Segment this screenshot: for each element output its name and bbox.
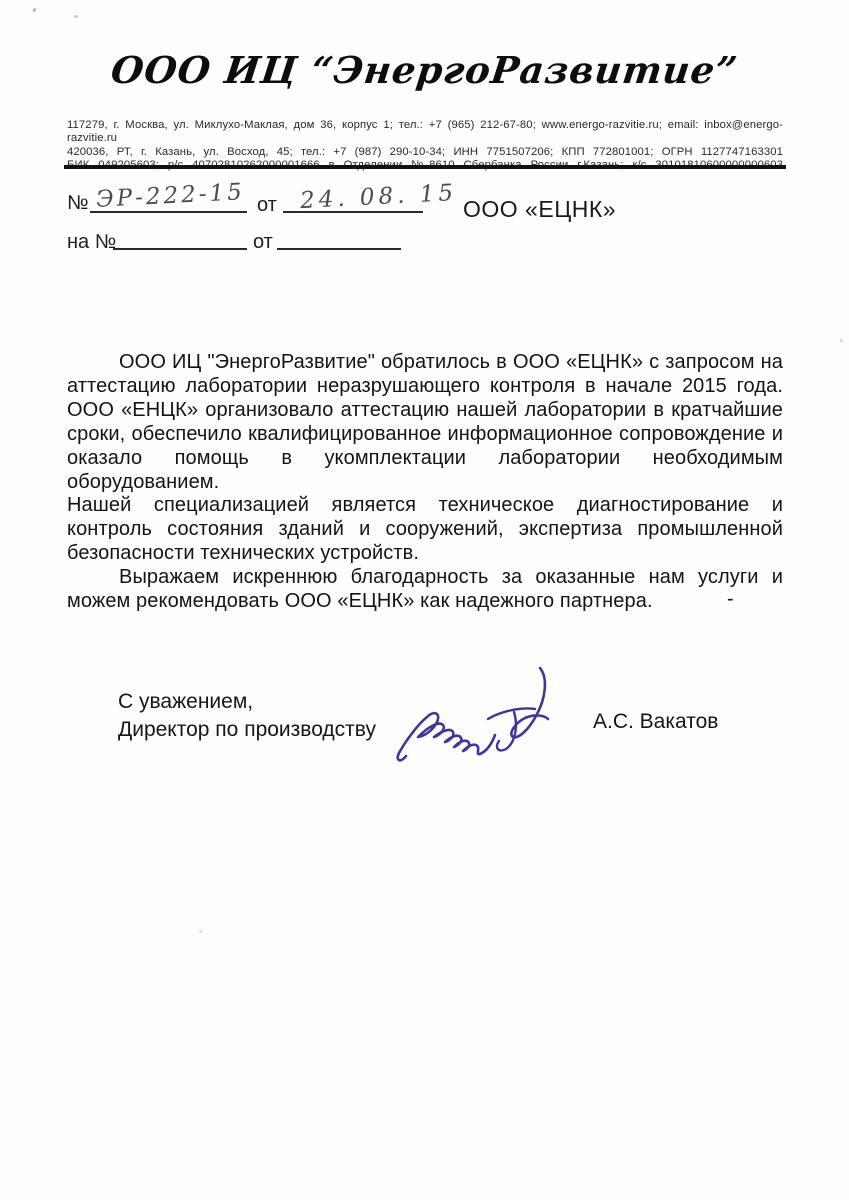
body-paragraph-2: Нашей специализацией является техническое диагностирование и контроль состояния зданий и сооружений, экспертиза промышленной безопасности технических устройств. — [67, 494, 783, 565]
reply-number-line — [113, 248, 247, 250]
scan-speck — [74, 15, 78, 18]
body-paragraph-1: ООО ИЦ "ЭнергоРазвитие" обратилось в ООО «ЕЦНК» с запросом на аттестацию лаборатории неразрушающего контроля в начале 2015 года. ООО «ЕНЦК» организовало аттестацию нашей лаборатории в кратчайшие сроки, обеспечило квалифицированное информационное сопровождение и оказало помощь в укомплектации лаборатории необходимым оборудованием. — [67, 351, 783, 493]
body-paragraph-3: Выражаем искреннюю благодарность за оказанные нам услуги и можем рекомендовать ООО «ЕЦНК» как надежного партнера. — [67, 566, 783, 613]
reply-date-line — [277, 248, 401, 250]
outgoing-number-label: № — [67, 192, 89, 214]
reply-number-label: на № — [67, 231, 117, 253]
scan-speck — [840, 338, 843, 343]
signer-name: А.С. Вакатов — [593, 710, 719, 733]
letter-body — [67, 351, 783, 614]
company-title: ООО ИЦ “ЭнергоРазвитие” — [108, 48, 741, 92]
handwritten-signature — [393, 662, 571, 770]
closing-line-1: С уважением, — [118, 690, 254, 713]
closing-line-2: Директор по производству — [118, 717, 376, 741]
scan-speck — [199, 930, 202, 933]
stray-dash-mark: - — [727, 588, 734, 610]
outgoing-number-handwritten: ЭР-222-15 — [95, 179, 246, 213]
address-line-1: 117279, г. Москва, ул. Миклухо-Маклая, дом 36, корпус 1; тел.: +7 (965) 212-67-80; www.energo-razvitie.ru; email: inbox@energo-razvitie.ru — [67, 119, 783, 145]
header-divider — [64, 165, 786, 169]
scan-speck — [32, 8, 37, 13]
signature-strokes — [398, 668, 548, 760]
reply-date-label: от — [253, 231, 273, 253]
addressee: ООО «ЕЦНК» — [463, 196, 617, 222]
outgoing-date-handwritten: 24. 08. 15 — [299, 179, 458, 215]
closing-block — [118, 688, 376, 743]
outgoing-date-label: от — [257, 194, 277, 216]
address-line-2: 420036, РТ, г. Казань, ул. Восход, 45; тел.: +7 (987) 290-10-34; ИНН 7751507206; КПП 772801001; ОГРН 1127747163301 — [67, 145, 783, 158]
